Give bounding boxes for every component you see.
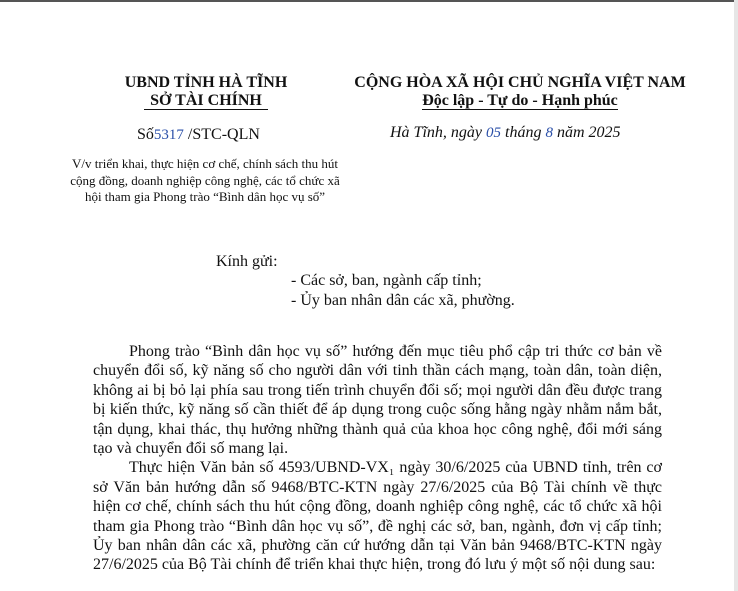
document-date [390, 124, 621, 142]
recipient-item: - Ủy ban nhân dân các xã, phường. [291, 292, 515, 309]
document-number-suffix: /STC-QLN [183, 126, 260, 143]
date-day: 05 [486, 125, 501, 141]
agency-line-2: SỞ TÀI CHÍNH [144, 92, 268, 110]
recipient-item: - Các sở, ban, ngành cấp tỉnh; [291, 272, 482, 289]
agency-line-1: UBND TỈNH HÀ TĨNH [124, 74, 288, 91]
document-number-value: 5317 [153, 127, 184, 143]
issuing-agency-block [122, 74, 290, 110]
date-prefix: Hà Tĩnh, ngày [390, 124, 486, 141]
nation-motto: Độc lập - Tự do - Hạnh phúc [422, 92, 618, 109]
date-month: 8 [545, 125, 553, 141]
date-month-label: tháng [501, 124, 546, 141]
body-paragraph-1: Phong trào “Bình dân học vụ số” hướng đến mục tiêu phổ cập tri thức cơ bản về chuyển đổi số, kỹ năng số cho người dân với tinh thần cách mạng, toàn dân, toàn diện, không ai bị bỏ lại phía sau trong tiến trình chuyển đổi số; mọi người dân đều được trang bị kiến thức, kỹ năng số cần thiết để áp dụng trong cuộc sống hằng ngày nhằm nắm bắt, tận dụng, khai thác, thụ hưởng những thành quả của khoa học công nghệ, đổi mới sáng tạo và chuyển đổi số mang lại. [93, 343, 662, 458]
national-motto-block [350, 74, 690, 110]
document-subject: V/v triển khai, thực hiện cơ chế, chính sách thu hút cộng đồng, doanh nghiệp công nghệ, các tổ chức xã hội tham gia Phong trào “Bình dân học vụ số” [70, 156, 340, 204]
window-top-border [0, 0, 738, 2]
nation-title: CỘNG HÒA XÃ HỘI CHỦ NGHĨA VIỆT NAM [354, 74, 686, 91]
page-right-edge [734, 0, 738, 591]
document-number-prefix: Số [137, 126, 154, 143]
body-text [93, 342, 662, 575]
document-number [137, 126, 260, 144]
date-year: năm 2025 [552, 124, 621, 141]
body-paragraph-2: Thực hiện Văn bản số 4593/UBND-VX₁ ngày 30/6/2025 của UBND tỉnh, trên cơ sở Văn bản hướng dẫn số 9468/BTC-KTN ngày 27/6/2025 của Bộ Tài chính về thực hiện cơ chế, chính sách thu hút cộng đồng, doanh nghiệp công nghệ, các tổ chức xã hội tham gia Phong trào “Bình dân học vụ số”, đề nghị các sở, ban, ngành, đơn vị cấp tỉnh; Ủy ban nhân dân các xã, phường căn cứ hướng dẫn tại Văn bản 9468/BTC-KTN ngày 27/6/2025 của Bộ Tài chính để triển khai thực hiện, trong đó lưu ý một số nội dung sau: [93, 459, 662, 574]
recipients-greeting: Kính gửi: [216, 253, 278, 270]
